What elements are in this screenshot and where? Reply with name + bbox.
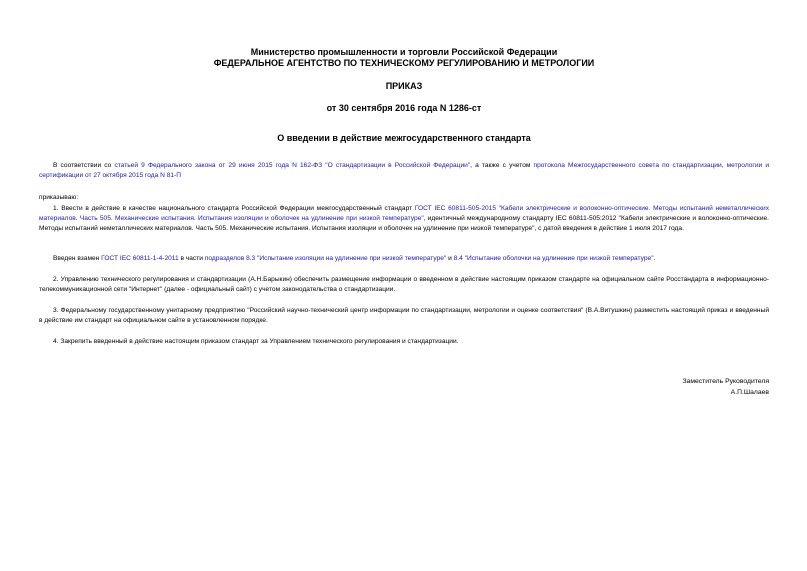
ministry-title: Министерство промышленности и торговли Российской Федерации (250, 47, 558, 57)
agency-title: ФЕДЕРАЛЬНОЕ АГЕНТСТВО ПО ТЕХНИЧЕСКОМУ РЕГУЛИРОВАНИЮ И МЕТРОЛОГИИ (213, 58, 595, 68)
order-word: приказываю: (39, 194, 79, 201)
replace-text-3: и (446, 255, 454, 262)
date-number: от 30 сентября 2016 года N 1286-ст (326, 103, 482, 113)
item-1-paragraph (39, 204, 769, 235)
signatory-position: Заместитель Руководителя (682, 378, 769, 385)
signatory-name: А.П.Шалаев (730, 389, 769, 396)
document-type: ПРИКАЗ (385, 81, 423, 91)
item-4-paragraph: 4. Закрепить введенный в действие настоящим приказом стандарт за Управлением технического регулирования и стандартизации. (53, 338, 459, 345)
item-1-text-2: , идентичный международному стандарту IEC 60811-505:2012 "Кабели электрические и волоконно-оптические. Методы испытаний неметаллических материалов. Часть 505. Механические испытания. Испытания изоляции и оболочек на удлинение при низкой температуре", с датой введения в действие 1 июля 2017 года. (39, 215, 769, 233)
item-1-text-1: 1. Ввести в действие в качестве национального стандарта Российской Федерации межгосударственный стандарт (53, 205, 415, 212)
document-subject: О введении в действие межгосударственного стандарта (277, 133, 531, 143)
item-3-paragraph: 3. Федеральному государственному унитарному предприятию "Российский научно-технический центр информации по стандартизации, метрологии и оценке соответствия" (В.А.Витушкин) разместить настоящий приказ и введенный в действие им стандарт на официальном сайте в установленном порядке. (39, 307, 769, 325)
replace-text-1: Введен взамен (53, 255, 102, 262)
protocol-link[interactable]: протокола Межгосударственного совета по стандартизации, метрологии и сертификации от 27 октября 2015 года N 81-П (39, 162, 770, 180)
replace-text-2: в части (178, 255, 205, 262)
gost-505-link[interactable]: ГОСТ IEC 60811-505-2015 "Кабели электрические и волоконно-оптические. Методы испытаний неметаллических материалов. Часть 505. Механические испытания. Испытания изоляции и оболочек на удлинение при низкой температуре" (39, 205, 769, 223)
gost-1-4-link[interactable]: ГОСТ IEC 60811-1-4-2011 (101, 255, 179, 262)
preamble-text-1: В соответствии со (53, 162, 115, 169)
replace-text-4: . (653, 255, 656, 262)
item-2-paragraph: 2. Управлению технического регулирования и стандартизации (А.Н.Барыкин) обеспечить размещение информации о введенном в действие настоящим приказом стандарте на официальном сайте Росстандарта в информационно-телекоммуникационной сети "Интернет" (далее - официальный сайт) с учетом законодательства о стандартизации. (39, 276, 769, 294)
federal-law-link[interactable]: статьей 9 Федерального закона от 29 июня 2015 года N 162-ФЗ "О стандартизации в Российской Федерации" (114, 162, 471, 169)
preamble-paragraph (39, 161, 769, 181)
replace-paragraph (39, 254, 769, 264)
preamble-text-2: , а также с учетом (470, 162, 534, 169)
subsection-8-3-link[interactable]: подразделов 8.3 "Испытание изоляции на удлинение при низкой температуре" (204, 255, 447, 262)
subsection-8-4-link[interactable]: 8.4 "Испытание оболочки на удлинение при низкой температуре" (453, 255, 654, 262)
